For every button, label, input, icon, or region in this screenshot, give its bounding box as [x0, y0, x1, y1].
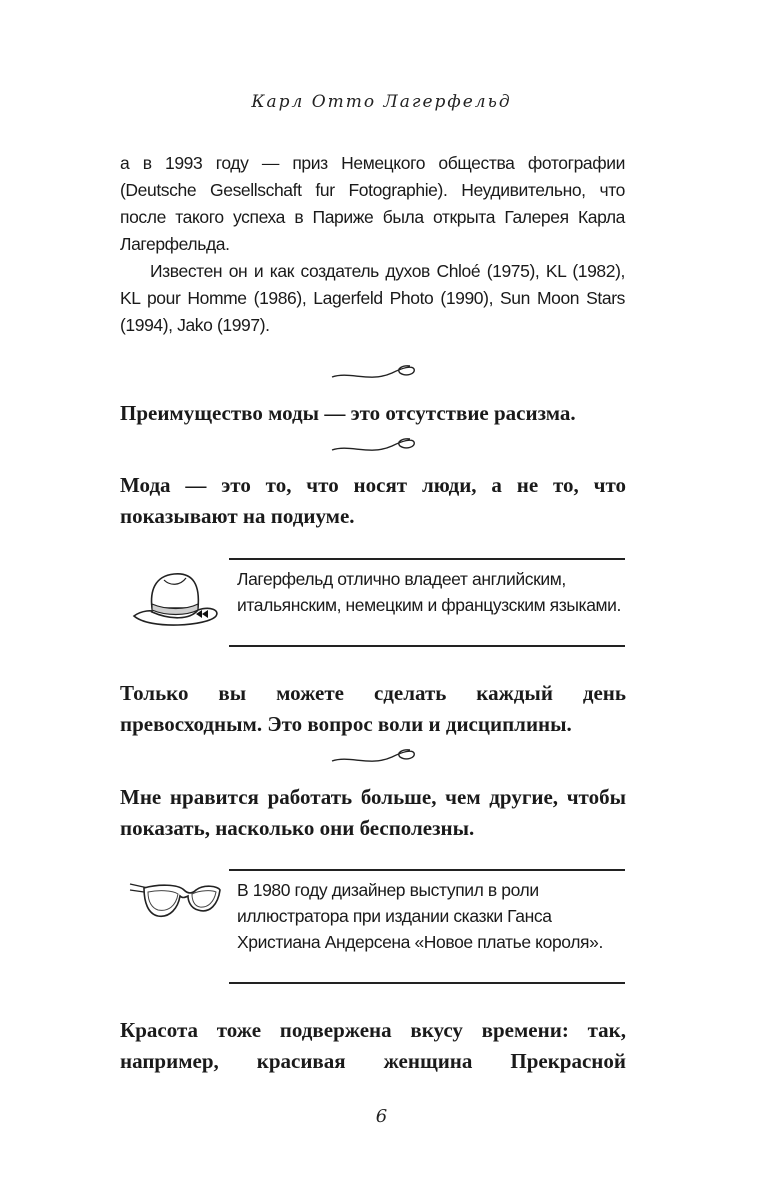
flourish-divider-icon: [330, 359, 420, 385]
flourish-divider-icon: [330, 743, 420, 769]
note-box: [229, 558, 625, 647]
hat-icon: [130, 568, 222, 632]
sunglasses-icon: [128, 880, 224, 920]
note-box: [229, 869, 625, 984]
quote: Преимущество моды — это отсутствие расизма.: [120, 401, 576, 425]
note-text: В 1980 году дизайнер выступил в роли иллюстратора при издании сказки Ганса Христиана Андерсена «Новое платье короля».: [237, 880, 603, 952]
intro-paragraph: Известен он и как создатель духов Chloé (1975), KL (1982), KL pour Homme (1986), Lagerfeld Photo (1990), Sun Moon Stars (1994), Jako (1997).: [120, 261, 625, 335]
quote: Красота тоже подвержена вкусу времени: так, например, красивая женщина Прекрасной: [120, 1018, 626, 1073]
intro-paragraph: а в 1993 году — приз Немецкого общества фотографии (Deutsche Gesellschaft fur Fotographie). Неудивительно, что после такого успеха в Париже была открыта Галерея Карла Лагерфельда.: [120, 153, 625, 254]
quote: Мода — это то, что носят люди, а не то, что показывают на подиуме.: [120, 473, 626, 528]
page-number: 6: [375, 1106, 388, 1127]
note-text: Лагерфельд отлично владеет английским, итальянским, немецким и французским языками.: [237, 569, 622, 615]
quote: Мне нравится работать больше, чем другие, чтобы показать, насколько они бесполезны.: [120, 785, 626, 840]
quote: Только вы можете сделать каждый день превосходным. Это вопрос воли и дисциплины.: [120, 681, 626, 736]
running-title: Карл Отто Лагерфельд: [251, 92, 512, 112]
flourish-divider-icon: [330, 432, 420, 458]
intro-text: [120, 150, 625, 339]
